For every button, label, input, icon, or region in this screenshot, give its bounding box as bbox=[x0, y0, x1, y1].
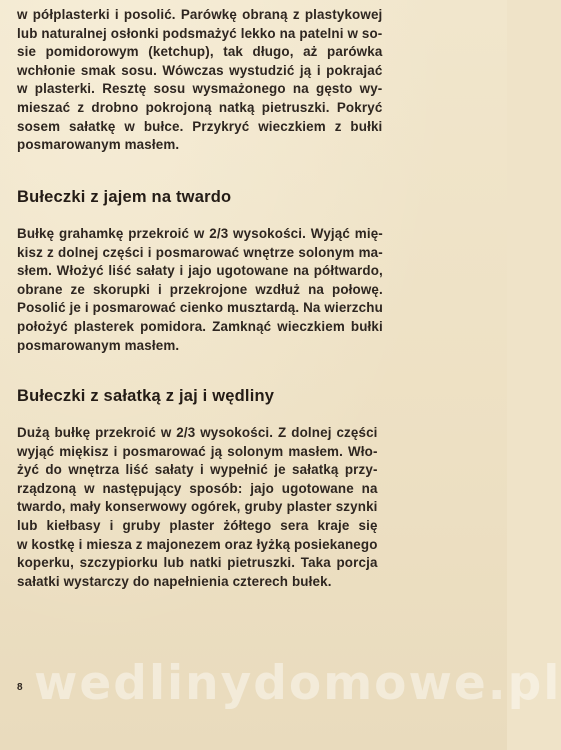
text-line: obrane ze skorupki i przekrojone wzdłuż na połowę. bbox=[17, 281, 383, 297]
text-line: lub kiełbasy i gruby plaster żółtego sera kraje się bbox=[17, 517, 378, 533]
text-line: Dużą bułkę przekroić w 2/3 wysokości. Z dolnej części bbox=[17, 425, 378, 440]
section-heading-eggs: Bułeczki z jajem na twardo bbox=[17, 188, 232, 206]
text-line: posmarowanym masłem. bbox=[17, 337, 180, 353]
text-line: w półplasterki i posolić. Parówkę obraną z plastykowej bbox=[17, 7, 383, 22]
text-line: sie pomidorowym (ketchup), tak długo, aż parówka bbox=[17, 44, 383, 60]
text-line: kisz z dolnej części i posmarować wnętrze solonym ma- bbox=[17, 244, 383, 260]
text-line: położyć plasterek pomidora. Zamknąć wieczkiem bułki bbox=[17, 318, 383, 334]
text-line: Posolić je i posmarować cienko musztardą. Na wierzchu bbox=[17, 300, 383, 316]
text-line: w plasterki. Resztę sosu wysmażonego na gęsto wy- bbox=[17, 81, 383, 97]
text-line: posmarowanym masłem. bbox=[17, 137, 180, 153]
text-line: rządzoną w następujący sposób: jajo ugotowane na bbox=[17, 480, 378, 496]
text-line: słem. Włożyć liść sałaty i jajo ugotowane na półtwardo, bbox=[17, 263, 383, 279]
watermark-text: wedlinydomowe.pl bbox=[34, 656, 561, 711]
page-number: 8 bbox=[17, 682, 23, 693]
section-heading-egg-salad: Bułeczki z sałatką z jaj i wędliny bbox=[17, 387, 275, 405]
text-line: w kostkę i miesza z majonezem oraz łyżką posiekanego bbox=[17, 536, 378, 552]
text-line: sałatki wystarczy do napełnienia czterech bułek. bbox=[17, 573, 332, 589]
recipe-paragraph-eggs bbox=[17, 225, 383, 355]
text-line: wyjąć miękisz i posmarować ją solonym masłem. Wło- bbox=[17, 443, 378, 459]
text-line: lub naturalnej osłonki podsmażyć lekko na patelni w so- bbox=[17, 25, 383, 41]
text-line: wchłonie smak sosu. Wówczas wystudzić ją i pokrajać bbox=[17, 62, 383, 78]
recipe-paragraph-egg-salad bbox=[17, 424, 378, 591]
text-line: mieszać z drobno pokrojoną natką pietruszki. Pokryć bbox=[17, 99, 383, 115]
text-line: koperku, szczypiorku lub natki pietruszki. Taka porcja bbox=[17, 555, 378, 571]
text-line: sosem sałatkę w bułce. Przykryć wieczkiem z bułki bbox=[17, 118, 383, 134]
text-line: żyć do wnętrza liść sałaty i wypełnić je sałatką przy- bbox=[17, 462, 378, 478]
intro-paragraph bbox=[17, 6, 382, 155]
text-line: Bułkę grahamkę przekroić w 2/3 wysokości. Wyjąć mię- bbox=[17, 226, 383, 241]
text-line: twardo, mały konserwowy ogórek, gruby plaster szynki bbox=[17, 499, 378, 515]
